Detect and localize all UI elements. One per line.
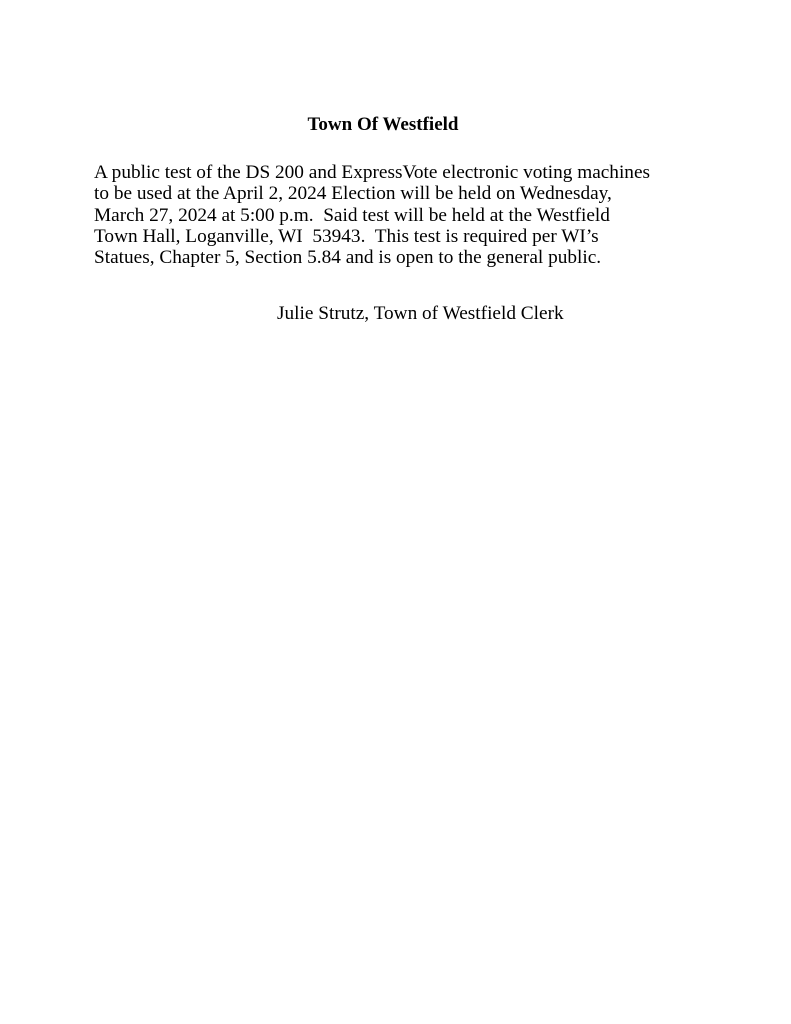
document-title: Town Of Westfield	[307, 114, 459, 135]
notice-line: March 27, 2024 at 5:00 p.m. Said test will be held at the Westfield	[94, 204, 610, 226]
notice-line: to be used at the April 2, 2024 Election will be held on Wednesday,	[94, 183, 612, 205]
notice-line: Town Hall, Loganville, WI 53943. This test is required per WI’s	[94, 225, 599, 247]
notice-line: A public test of the DS 200 and ExpressVote electronic voting machines	[94, 162, 651, 183]
notice-line: Statues, Chapter 5, Section 5.84 and is open to the general public.	[94, 247, 602, 269]
notice-paragraph	[94, 162, 714, 268]
clerk-signature: Julie Strutz, Town of Westfield Clerk	[277, 303, 564, 324]
